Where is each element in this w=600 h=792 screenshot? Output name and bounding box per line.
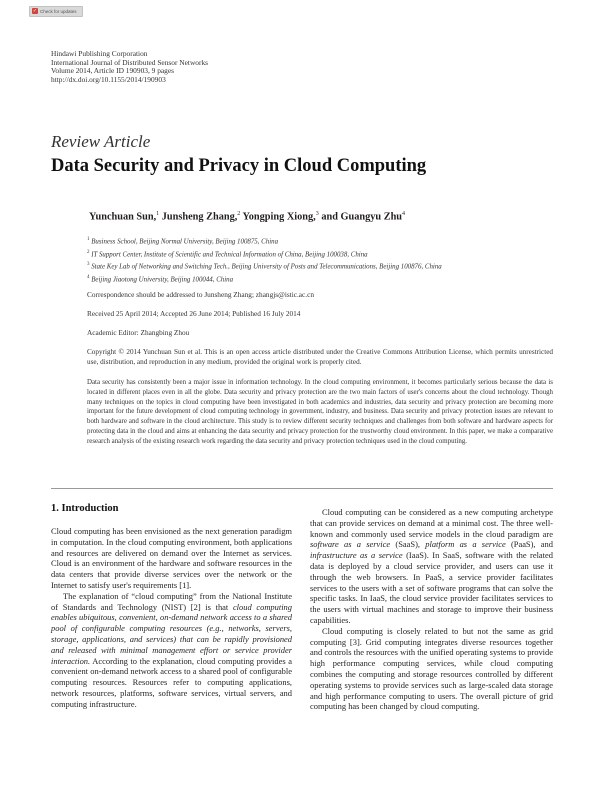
section-heading: 1. Introduction	[51, 503, 119, 514]
author-name: Junsheng Zhang,	[159, 211, 238, 223]
affiliation-ref: 2	[237, 211, 241, 217]
body-text: (PaaS), and	[505, 539, 553, 550]
right-column	[310, 507, 553, 712]
affiliation	[87, 235, 442, 248]
affiliation	[87, 260, 442, 273]
body-text: (IaaS). In SaaS, software with the related data is deployed by a cloud service provider, and users can use it through the web browsers. In PaaS, a service provider facilitates services to the users with a set of software programs that can solve the specific tasks. In IaaS, the cloud service provider facilitates services to the users with virtual machines and storage to improve their business capabilities.	[310, 550, 553, 625]
body-text: The explanation of “cloud computing” from the National Institute of Standards and Technology (NIST) [2] is that	[51, 590, 292, 612]
affiliation	[87, 248, 442, 261]
journal-name: International Journal of Distributed Sensor Networks	[51, 57, 209, 67]
check-for-updates-badge[interactable]	[29, 6, 83, 17]
body-paragraph: Cloud computing is closely related to but not the same as grid computing [3]. Grid computing integrates diverse resources together and controls the resources with the unified operating systems to provide high performance computing services, while cloud computing combines the computing and storage resources controlled by different operating systems to provide services such as large-scaled data storage and high performance computing to users. The overall picture of grid computing has been changed by cloud computing.	[310, 625, 553, 712]
copyright-notice: Copyright © 2014 Yunchuan Sun et al. This is an open access article distributed under the Creative Commons Attribution License, which permits unrestricted use, distribution, and reproduction in any medium, provided the original work is properly cited.	[87, 348, 553, 366]
affiliation-ref: 4	[402, 211, 406, 217]
badge-label: Check for updates	[40, 9, 77, 14]
author-name: Yongping Xiong,	[240, 211, 316, 223]
masthead	[51, 50, 208, 84]
body-text: According to the explanation, cloud computing provides a convenient on-demand network access to a shared pool of configurable computing resources. Resources refer to computing applications, network resources, platforms, software services, virtual servers, and computing infrastructure.	[51, 655, 292, 709]
article-type: Review Article	[51, 132, 151, 151]
left-column	[51, 503, 292, 710]
body-paragraph: Cloud computing has been envisioned as the next generation paradigm in computation. In the cloud computing environment, both applications and resources are delivered on demand over the Internet as services. Cloud is an environment of the hardware and software resources in the data centers that provide diverse services over the network or the Internet to satisfy user's requirements [1].	[51, 526, 292, 590]
correspondence: Correspondence should be addressed to Junsheng Zhang; zhangjs@istic.ac.cn	[87, 290, 314, 299]
abstract: Data security has consistently been a major issue in information technology. In the cloud computing environment, it becomes particularly serious because the data is located in different places even in all the globe. Data security and privacy protection are the two main factors of user's concerns about the cloud technology. Though many techniques on the topics in cloud computing have been investigated in both academics and industries, data security and privacy protection are becoming more important for the future development of cloud computing technology in government, industry, and business. Data security and privacy protection issues are relevant to both hardware and software in the cloud architecture. This study is to review different security techniques and challenges from both software and hardware aspects for protecting data in the cloud and aims at enhancing the data security and privacy protection for the trustworthy cloud environment. In this paper, we make a comparative research analysis of the existing research work regarding the data security and privacy protection techniques used in the cloud computing.	[87, 379, 553, 445]
term-iaas: infrastructure as a service	[310, 550, 403, 561]
doi-link[interactable]: http://dx.doi.org/10.1155/2014/190903	[51, 74, 166, 84]
publisher: Hindawi Publishing Corporation	[51, 49, 148, 58]
affiliation-number: 1	[87, 237, 90, 242]
affiliation-number: 4	[87, 274, 90, 280]
article-dates: Received 25 April 2014; Accepted 26 June 2014; Published 16 July 2014	[87, 309, 301, 318]
author-name: Yunchuan Sun,	[89, 211, 157, 223]
academic-editor: Academic Editor: Zhangbing Zhou	[87, 328, 190, 337]
affiliation-text: IT Support Center, Institute of Scientific and Technical Information of China, Beijing 100038, China	[89, 250, 368, 258]
affiliation-ref: 1	[156, 211, 160, 217]
body-paragraph	[310, 507, 553, 626]
affiliation-number: 2	[87, 249, 90, 255]
volume-info: Volume 2014, Article ID 190903, 9 pages	[51, 66, 175, 76]
paper-title: Data Security and Privacy in Cloud Computing	[51, 156, 427, 176]
term-paas: platform as a service	[425, 539, 506, 550]
affiliation-number: 3	[87, 262, 90, 267]
affiliation-text: Beijing Jiaotong University, Beijing 100044, China	[89, 275, 234, 283]
affiliation-text: State Key Lab of Networking and Switching Tech., Beijing University of Posts and Telecommunications, Beijing 100876, China	[89, 263, 442, 271]
author-list	[89, 211, 405, 222]
affiliation	[87, 273, 442, 286]
author-name: and Guangyu Zhu	[318, 211, 403, 223]
body-text: (SaaS),	[390, 539, 426, 550]
affiliations	[87, 235, 442, 285]
nist-definition: cloud computing enables ubiquitous, convenient, on-demand network access to a shared pool of configurable computing resources (e.g., networks, servers, storage, applications, and services) that can be rapidly provisioned and released with minimal management effort or service provider interaction.	[51, 601, 292, 666]
section-divider	[51, 488, 553, 489]
affiliation-ref: 3	[315, 211, 319, 217]
checkmark-icon: ✓	[32, 8, 38, 14]
affiliation-text: Business School, Beijing Normal University, Beijing 100875, China	[89, 238, 279, 246]
term-saas: software as a service	[310, 539, 391, 550]
body-paragraph	[51, 591, 292, 710]
body-text: Cloud computing can be considered as a new computing archetype that can provide services on demand at a minimal cost. The three well-known and commonly used service models in the cloud paradigm are	[310, 507, 553, 539]
